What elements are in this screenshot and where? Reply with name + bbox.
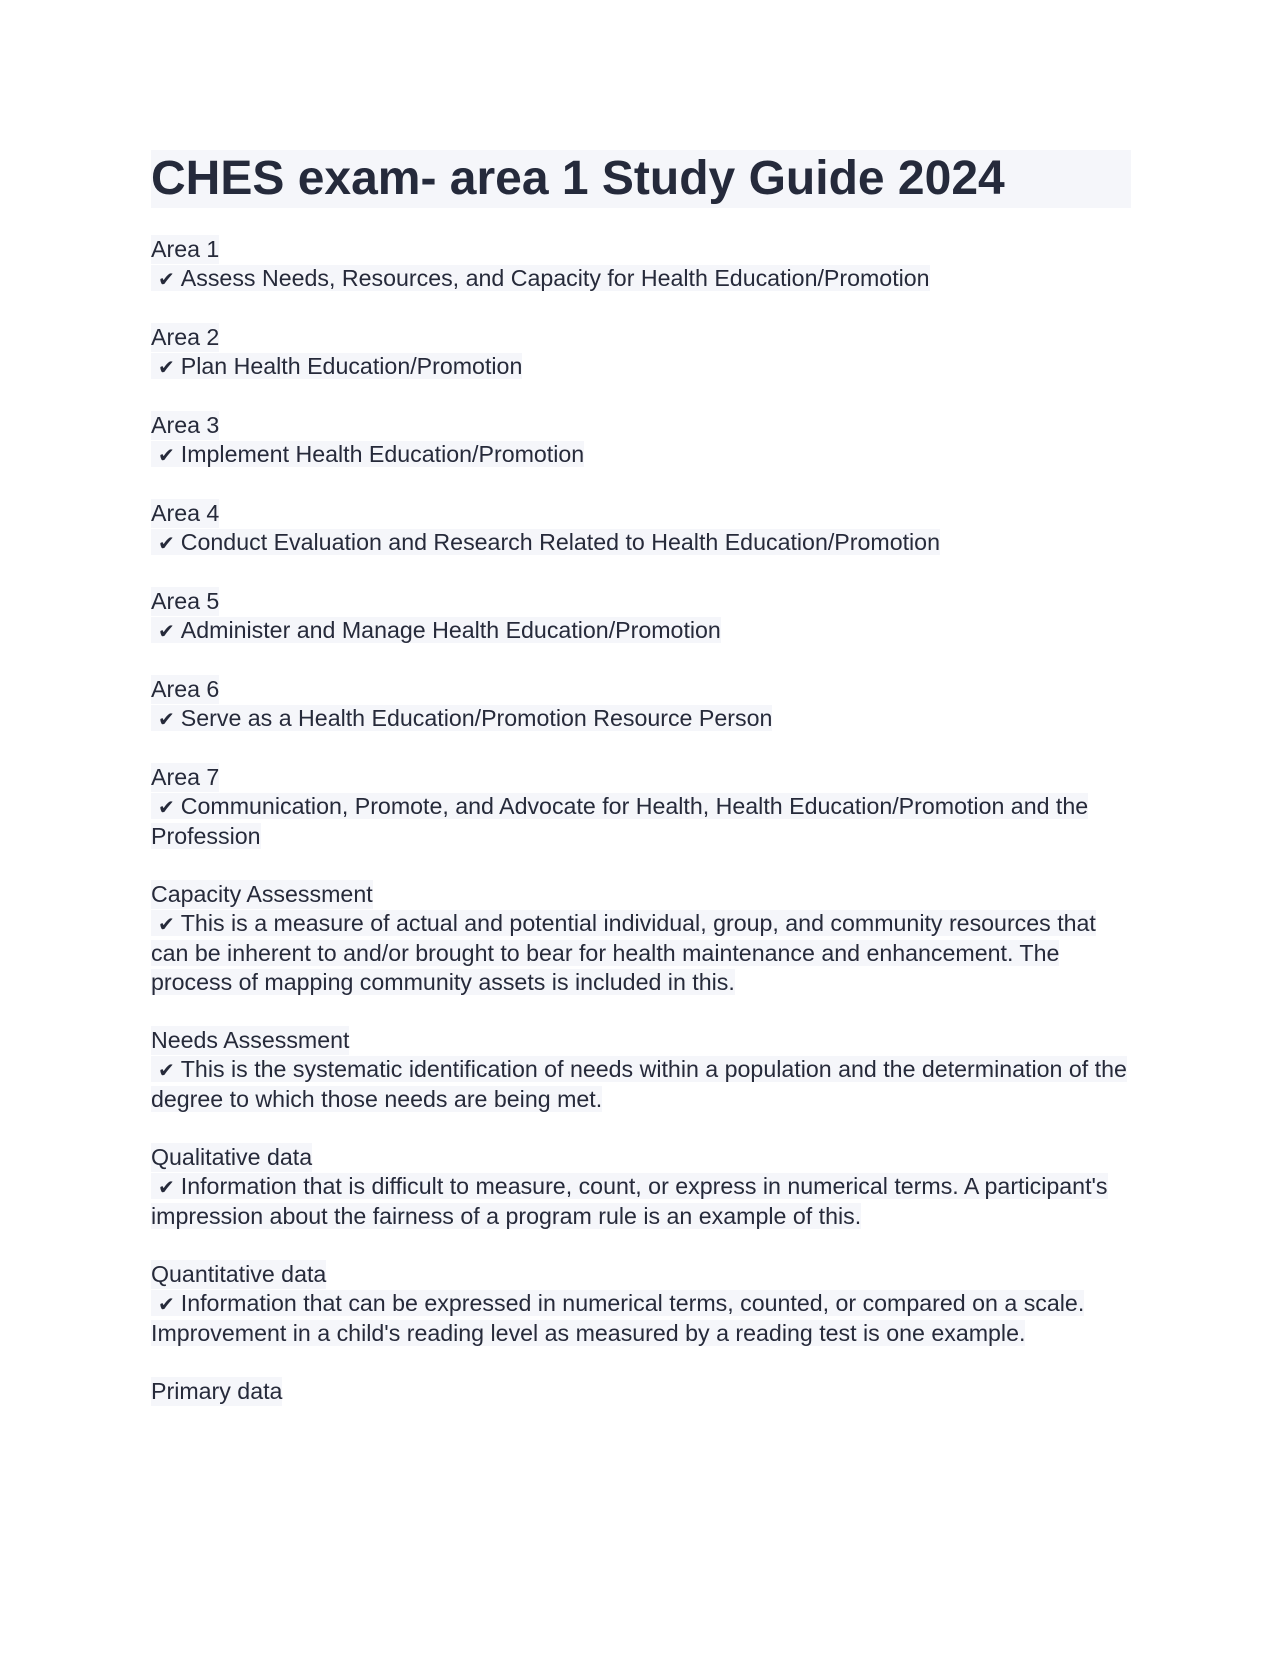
entry-definition-text: Administer and Manage Health Education/Promotion: [180, 617, 721, 643]
entry-term: Area 3: [151, 412, 220, 438]
entry-definition-text: Implement Health Education/Promotion: [180, 441, 585, 467]
entry-definition: [151, 440, 1131, 470]
entry-term: Quantitative data: [151, 1261, 327, 1287]
study-entry: [151, 675, 1131, 734]
study-entry: [151, 1260, 1131, 1348]
study-entry: [151, 1026, 1131, 1114]
entry-definition-text: This is a measure of actual and potential individual, group, and community resources that can be inherent to and/or brought to bear for health maintenance and enhancement. The process of mapping community assets is included in this.: [151, 910, 1096, 995]
entry-definition: [151, 909, 1131, 997]
study-entry: [151, 499, 1131, 558]
checkmark-icon: ✔: [158, 912, 175, 936]
checkmark-icon: ✔: [158, 795, 175, 819]
document-page: [151, 150, 1131, 1435]
entry-definition-text: Plan Health Education/Promotion: [180, 353, 523, 379]
study-entry: [151, 323, 1131, 382]
entry-term: Capacity Assessment: [151, 881, 373, 907]
study-entry: [151, 880, 1131, 997]
entry-definition: [151, 264, 1131, 294]
entry-definition: [151, 1055, 1131, 1114]
entry-term: Primary data: [151, 1378, 283, 1404]
entry-definition: [151, 352, 1131, 382]
study-entry: [151, 1143, 1131, 1231]
checkmark-icon: ✔: [158, 619, 175, 643]
entry-definition-text: Serve as a Health Education/Promotion Resource Person: [180, 705, 773, 731]
entry-definition: [151, 704, 1131, 734]
study-entry: [151, 235, 1131, 294]
entry-term: Area 6: [151, 676, 220, 702]
entry-definition-text: Assess Needs, Resources, and Capacity for Health Education/Promotion: [180, 265, 930, 291]
entry-definition-text: This is the systematic identification of needs within a population and the determination of the degree to which those needs are being met.: [151, 1056, 1127, 1112]
study-entry: [151, 411, 1131, 470]
entry-definition-text: Communication, Promote, and Advocate for Health, Health Education/Promotion and the Profession: [151, 793, 1089, 849]
entry-term: Area 2: [151, 324, 220, 350]
entry-term: Area 5: [151, 588, 220, 614]
document-title: CHES exam- area 1 Study Guide 2024: [151, 150, 1131, 208]
checkmark-icon: ✔: [158, 1292, 175, 1316]
entry-definition-text: Conduct Evaluation and Research Related to Health Education/Promotion: [180, 529, 940, 555]
entry-term: Area 1: [151, 236, 220, 262]
entry-definition: [151, 1289, 1131, 1348]
entry-definition: [151, 616, 1131, 646]
checkmark-icon: ✔: [158, 1175, 175, 1199]
checkmark-icon: ✔: [158, 267, 175, 291]
entry-term: Needs Assessment: [151, 1027, 350, 1053]
entry-definition: [151, 1172, 1131, 1231]
study-entry: [151, 1377, 1131, 1406]
checkmark-icon: ✔: [158, 355, 175, 379]
checkmark-icon: ✔: [158, 531, 175, 555]
entry-definition: [151, 792, 1131, 851]
entry-definition-text: Information that can be expressed in numerical terms, counted, or compared on a scale. Improvement in a child's reading level as measured by a reading test is one example.: [151, 1290, 1085, 1346]
checkmark-icon: ✔: [158, 443, 175, 467]
entry-definition: [151, 528, 1131, 558]
checkmark-icon: ✔: [158, 707, 175, 731]
entry-term: Area 4: [151, 500, 220, 526]
entry-definition-text: Information that is difficult to measure, count, or express in numerical terms. A participant's impression about the fairness of a program rule is an example of this.: [151, 1173, 1108, 1229]
checkmark-icon: ✔: [158, 1058, 175, 1082]
entry-term: Qualitative data: [151, 1144, 313, 1170]
entry-term: Area 7: [151, 764, 220, 790]
study-entry: [151, 587, 1131, 646]
study-entry: [151, 763, 1131, 851]
